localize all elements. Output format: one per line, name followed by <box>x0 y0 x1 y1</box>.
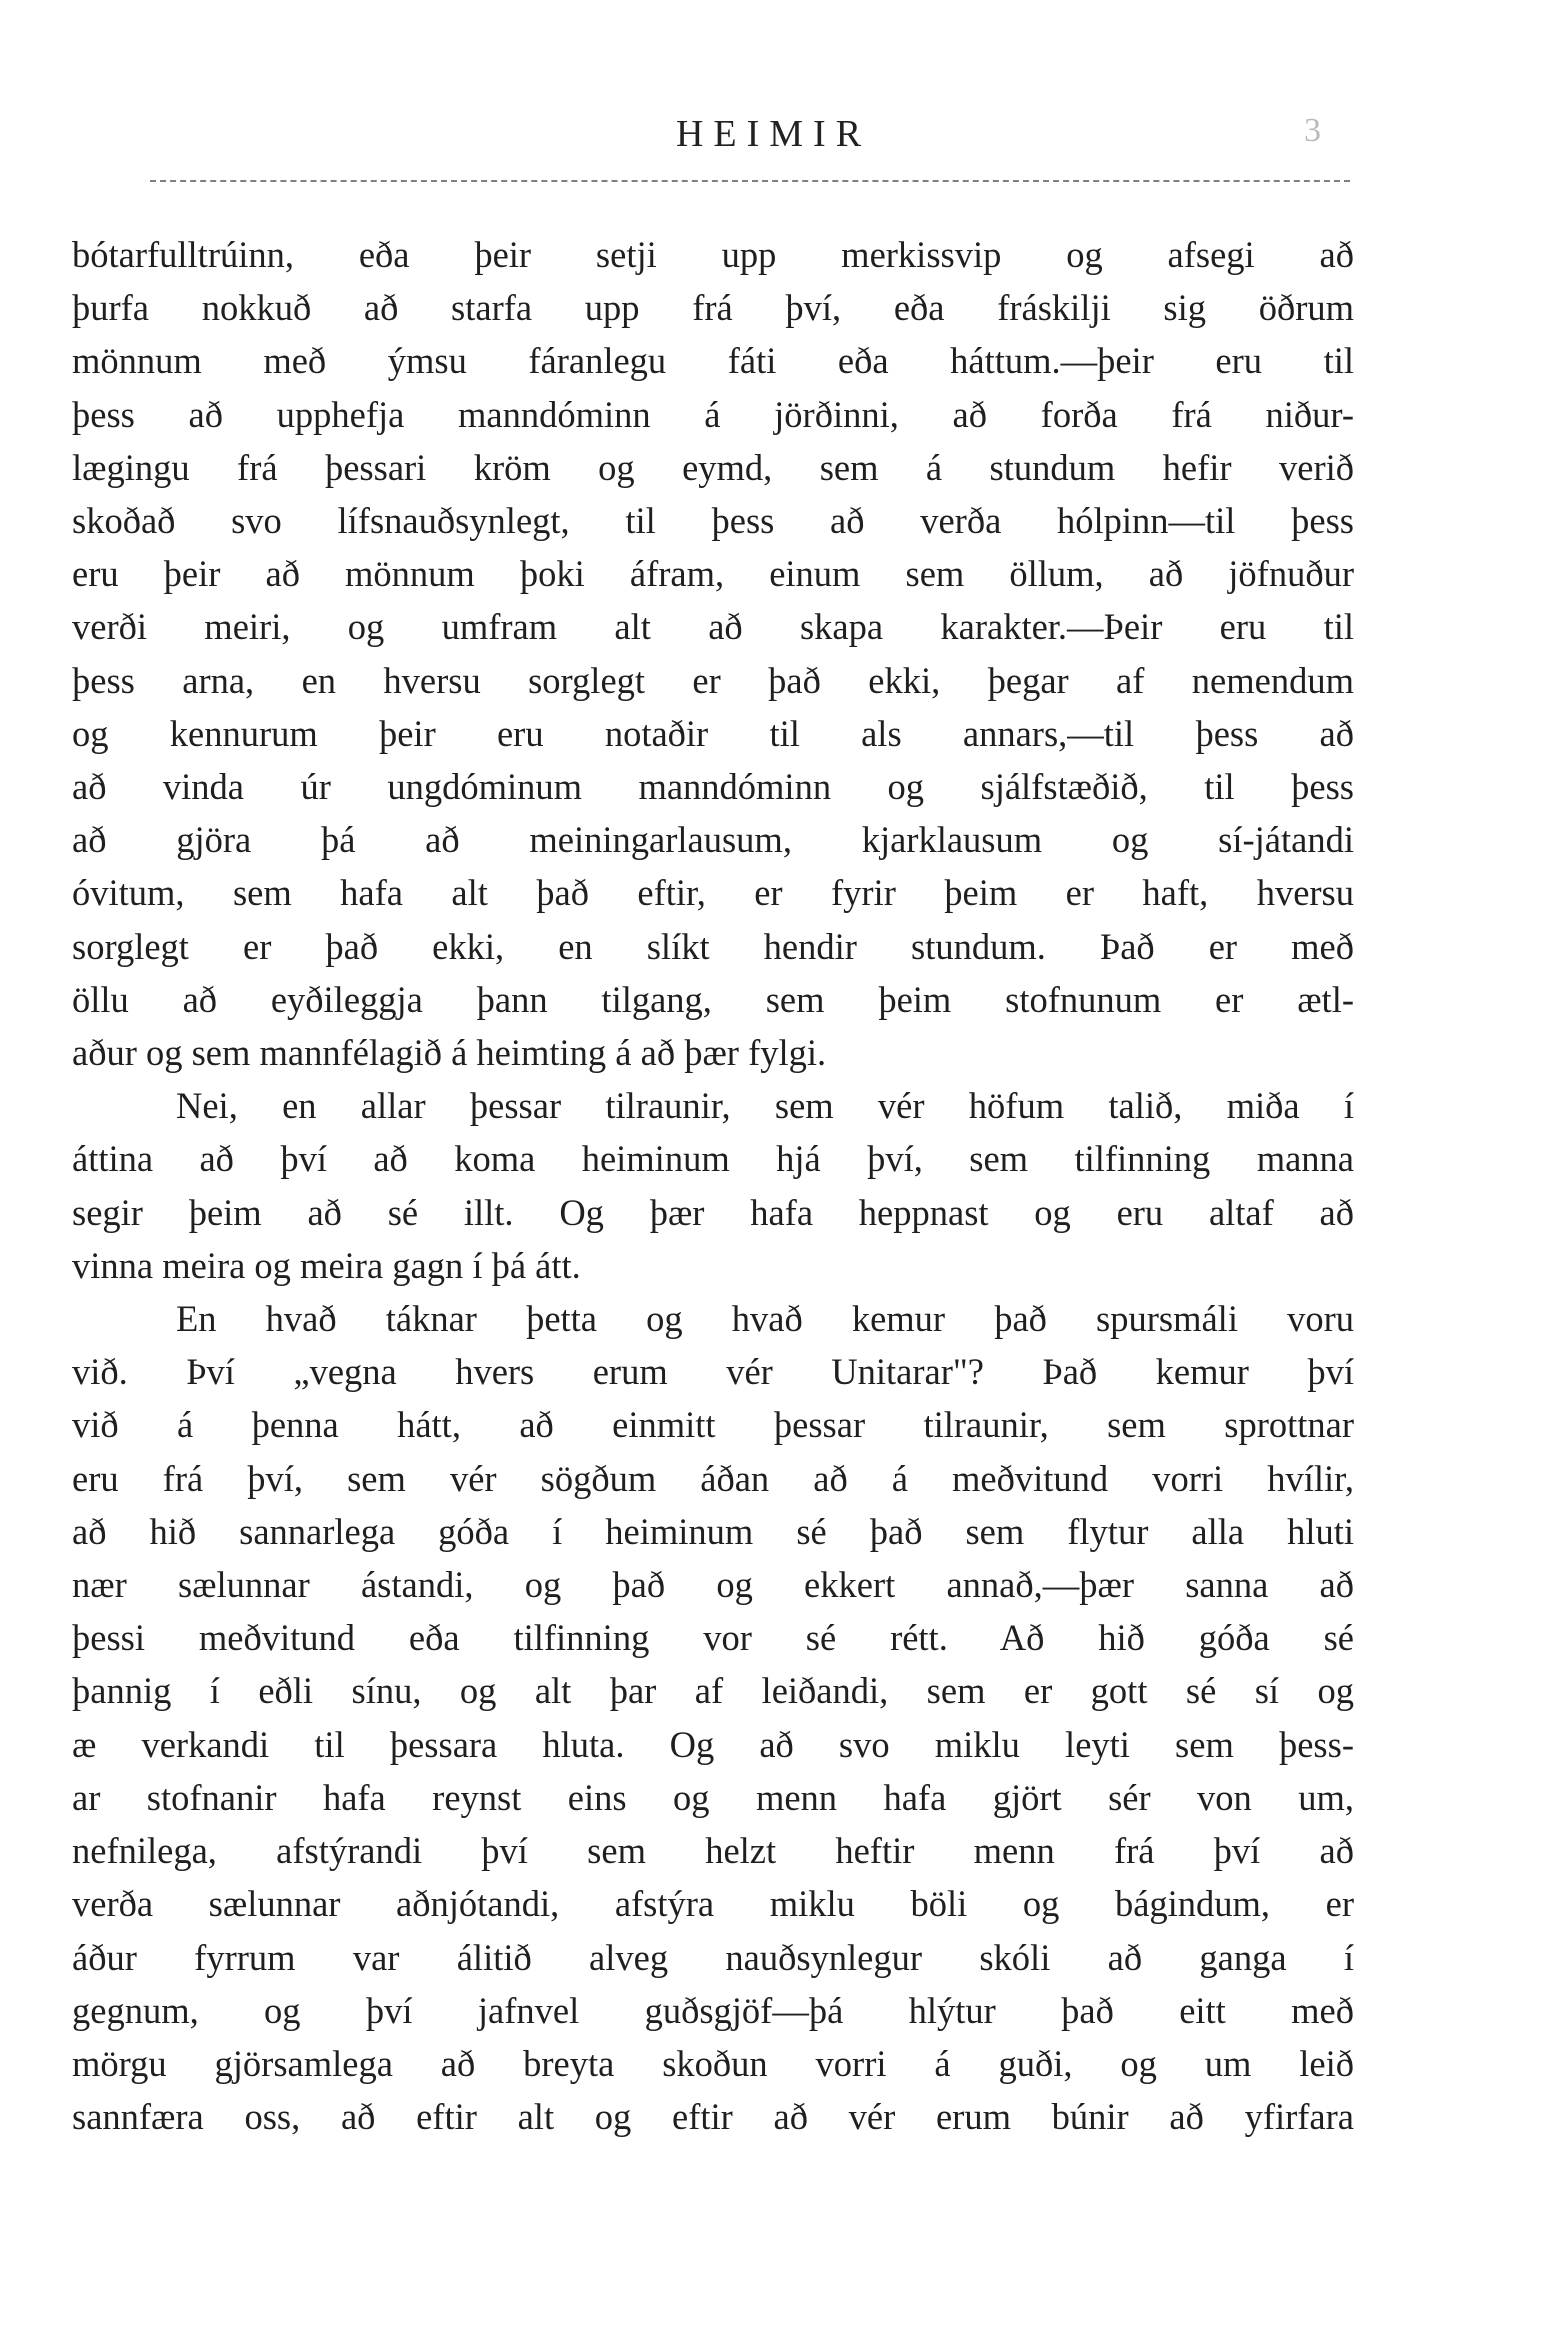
text-line: aður og sem mannfélagið á heimting á að þær fylgi. <box>72 1032 827 1074</box>
body-text <box>72 228 1354 2143</box>
running-title: HEIMIR <box>675 113 872 155</box>
header-rule <box>150 180 1350 182</box>
text-line: skoðað svo lífsnauðsynlegt, til þess að verða hólpinn—til þess <box>72 500 1354 542</box>
text-line: bótarfulltrúinn, eða þeir setji upp merkissvip og afsegi að <box>72 234 1354 275</box>
text-line: nefnilega, afstýrandi því sem helzt heftir menn frá því að <box>72 1830 1354 1872</box>
text-line: Nei, en allar þessar tilraunir, sem vér höfum talið, miða í <box>176 1085 1354 1127</box>
text-line: eru frá því, sem vér sögðum áðan að á meðvitund vorri hvílir, <box>72 1457 1354 1499</box>
text-line: þessi meðvitund eða tilfinning vor sé rétt. Að hið góða sé <box>72 1617 1354 1659</box>
text-line: þess arna, en hversu sorglegt er það ekki, þegar af nemendum <box>72 659 1354 701</box>
text-line: verða sælunnar aðnjótandi, afstýra miklu böli og bágindum, er <box>72 1883 1354 1925</box>
paragraph <box>72 1079 1354 1292</box>
paragraph <box>72 228 1354 1079</box>
text-line: þannig í eðli sínu, og alt þar af leiðandi, sem er gott sé sí og <box>72 1670 1354 1712</box>
text-line: sannfæra oss, að eftir alt og eftir að vér erum búnir að yfirfara <box>72 2096 1354 2138</box>
text-line: þurfa nokkuð að starfa upp frá því, eða fráskilji sig öðrum <box>72 287 1354 329</box>
text-line: ar stofnanir hafa reynst eins og menn hafa gjört sér von um, <box>72 1776 1354 1818</box>
text-line: eru þeir að mönnum þoki áfram, einum sem öllum, að jöfnuður <box>72 553 1354 595</box>
text-line: áttina að því að koma heiminum hjá því, sem tilfinning manna <box>72 1138 1354 1180</box>
page-number: 3 <box>1304 112 1325 149</box>
text-line: mörgu gjörsamlega að breyta skoðun vorri á guði, og um leið <box>72 2042 1354 2084</box>
text-line: þess að upphefja manndóminn á jörðinni, að forða frá niður- <box>72 393 1354 435</box>
text-line: öllu að eyðileggja þann tilgang, sem þeim stofnunum er ætl- <box>72 978 1354 1020</box>
text-line: lægingu frá þessari kröm og eymd, sem á stundum hefir verið <box>72 446 1354 488</box>
text-line: verði meiri, og umfram alt að skapa karakter.—Þeir eru til <box>72 606 1354 648</box>
text-line: að gjöra þá að meiningarlausum, kjarklausum og sí-játandi <box>72 819 1354 861</box>
text-line: gegnum, og því jafnvel guðsgjöf—þá hlýtur það eitt með <box>72 1989 1354 2031</box>
page-header <box>0 112 1547 172</box>
text-line: vinna meira og meira gagn í þá átt. <box>72 1244 581 1286</box>
text-line: æ verkandi til þessara hluta. Og að svo miklu leyti sem þess- <box>72 1723 1354 1765</box>
text-line: og kennurum þeir eru notaðir til als annars,—til þess að <box>72 712 1354 754</box>
text-line: nær sælunnar ástandi, og það og ekkert annað,—þær sanna að <box>72 1564 1354 1606</box>
text-line: sorglegt er það ekki, en slíkt hendir stundum. Það er með <box>72 925 1354 967</box>
text-line: að hið sannarlega góða í heiminum sé það sem flytur alla hluti <box>72 1510 1354 1552</box>
text-line: að vinda úr ungdóminum manndóminn og sjálfstæðið, til þess <box>72 766 1354 808</box>
text-line: En hvað táknar þetta og hvað kemur það spursmáli voru <box>176 1298 1354 1340</box>
text-line: við á þenna hátt, að einmitt þessar tilraunir, sem sprottnar <box>72 1404 1354 1446</box>
text-line: óvitum, sem hafa alt það eftir, er fyrir þeim er haft, hversu <box>72 872 1354 914</box>
text-line: segir þeim að sé illt. Og þær hafa heppnast og eru altaf að <box>72 1191 1354 1233</box>
text-line: áður fyrrum var álitið alveg nauðsynlegur skóli að ganga í <box>72 1936 1354 1978</box>
text-line: við. Því „vegna hvers erum vér Unitarar"? Það kemur því <box>72 1351 1354 1393</box>
paragraph <box>72 1292 1354 2143</box>
text-line: mönnum með ýmsu fáranlegu fáti eða háttum.—þeir eru til <box>72 340 1354 382</box>
